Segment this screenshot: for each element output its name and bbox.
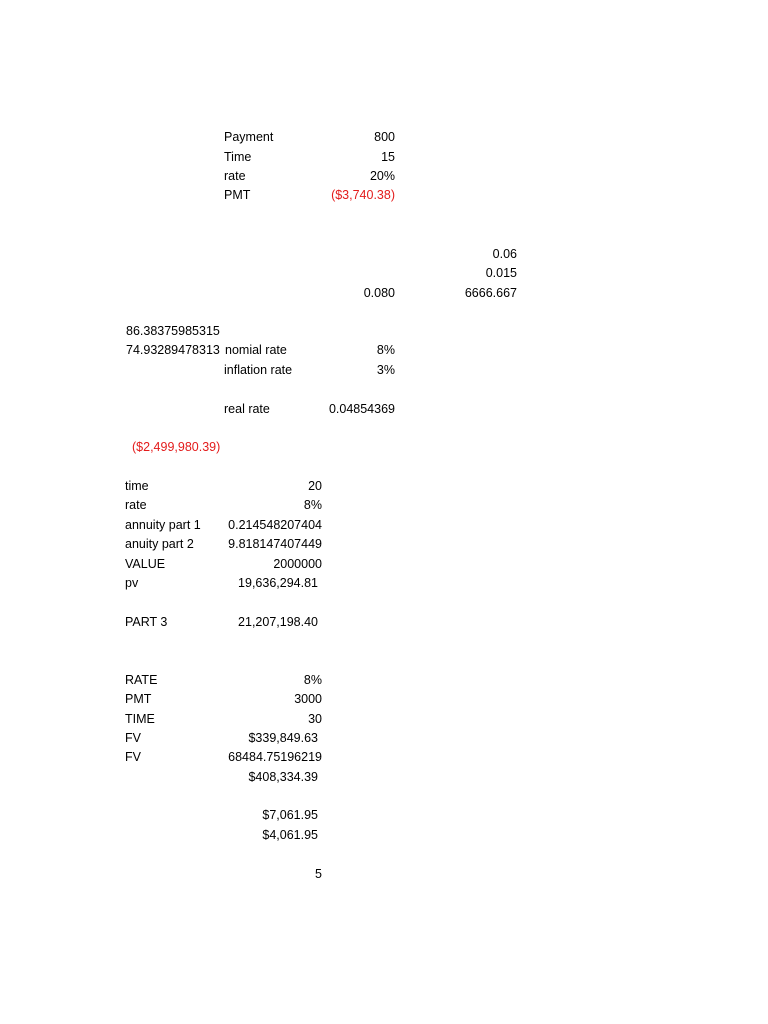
rate-value: 20% [369,169,395,183]
value-label: VALUE [125,557,166,571]
annuity-part-2-label: anuity part 2 [125,537,194,551]
pmt-label-2: PMT [125,692,152,706]
fv-value-1: $339,849.63 [248,731,318,745]
fv-label-2: FV [125,750,141,764]
inflation-rate-label: inflation rate [224,363,293,377]
negative-total: ($2,499,980.39) [132,440,221,454]
fv-total: $408,334.39 [248,770,318,784]
nominal-rate-value: 8% [376,343,395,357]
real-rate-value: 0.04854369 [328,402,395,416]
annuity-part-1-value: 0.214548207404 [228,518,322,532]
pmt-value-2: 3000 [294,692,322,706]
fv-value-2: 68484.75196219 [228,750,322,764]
part3-value: 21,207,198.40 [238,615,318,629]
annuity-part-1-label: annuity part 1 [125,518,201,532]
time-value-3: 30 [308,712,322,726]
pmt-value: ($3,740.38) [331,188,395,202]
pv-label: pv [125,576,139,590]
fv-label-1: FV [125,731,141,745]
result-1: $7,061.95 [262,808,318,822]
rate-label-2: rate [125,498,147,512]
payment-value: 800 [374,130,395,144]
number-86: 86.38375985315 [126,324,220,338]
value-value: 2000000 [273,557,322,571]
real-rate-label: real rate [224,402,270,416]
time-label: Time [224,150,252,164]
pmt-label: PMT [224,188,251,202]
time-value-2: 20 [308,479,322,493]
value-0-06: 0.06 [492,247,517,261]
result-2: $4,061.95 [262,828,318,842]
number-74: 74.93289478313 [126,343,220,357]
payment-label: Payment [224,130,274,144]
rate-label: rate [224,169,246,183]
pv-value: 19,636,294.81 [238,576,318,590]
annuity-part-2-value: 9.818147407449 [228,537,322,551]
inflation-rate-value: 3% [376,363,395,377]
rate-label-3: RATE [125,673,158,687]
page-number: 5 [315,867,322,881]
nominal-rate-label: nomial rate [225,343,287,357]
part3-label: PART 3 [125,615,168,629]
time-label-3: TIME [125,712,155,726]
value-0-080: 0.080 [363,286,395,300]
time-value: 15 [381,150,395,164]
value-0-015: 0.015 [485,266,517,280]
value-6666-667: 6666.667 [464,286,517,300]
rate-value-3: 8% [303,673,322,687]
rate-value-2: 8% [303,498,322,512]
time-label-2: time [125,479,149,493]
